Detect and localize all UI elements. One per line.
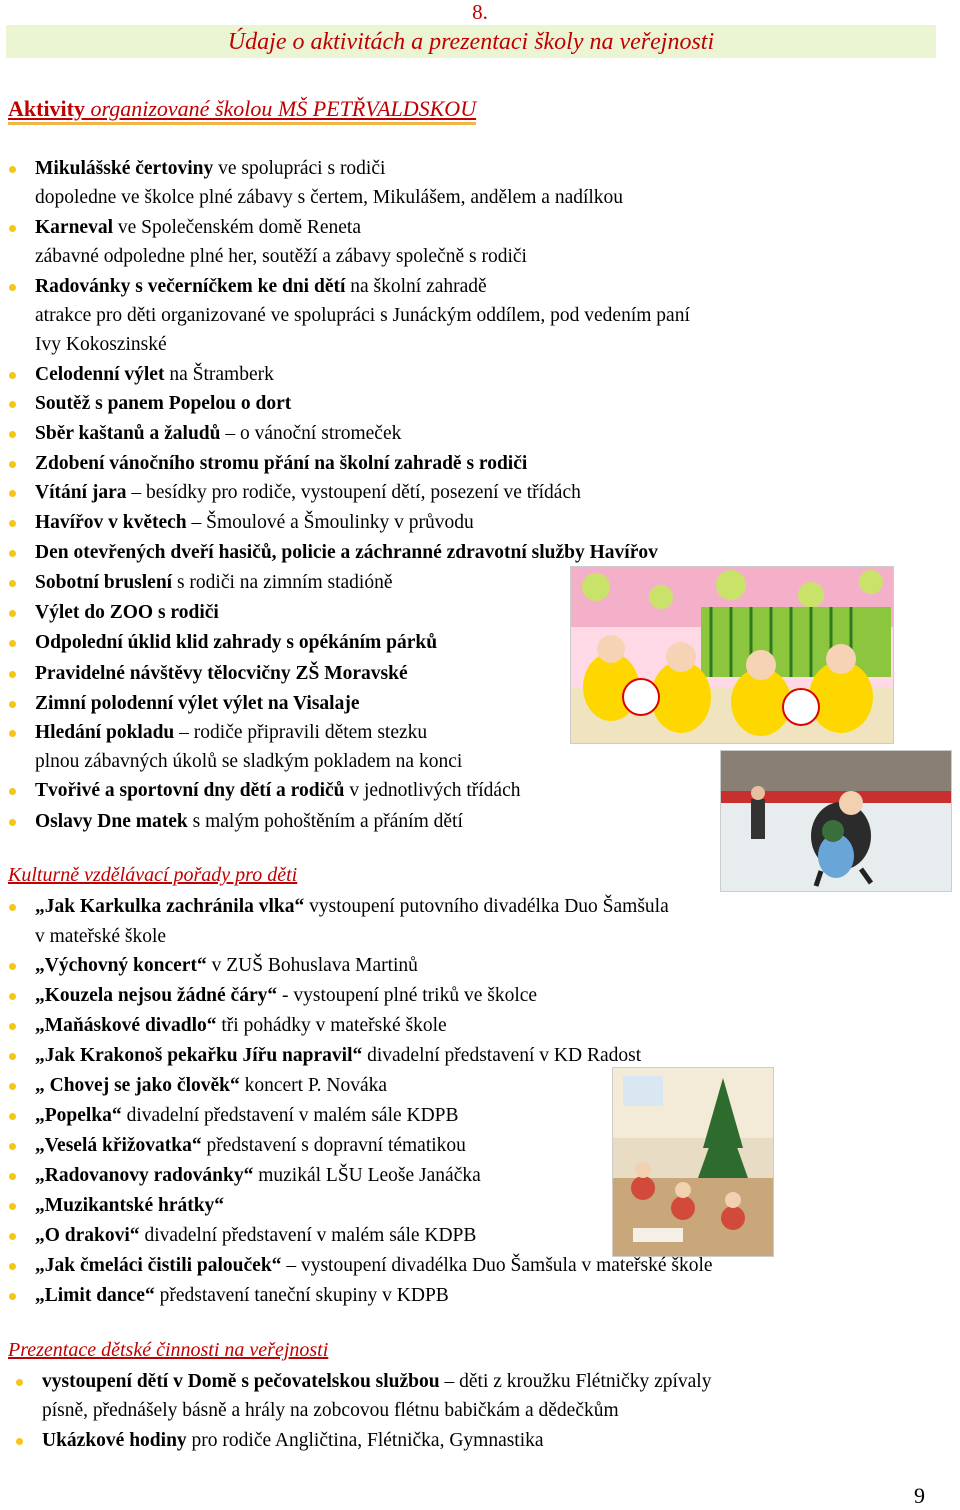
list-item-bold: „Výchovný koncert“: [35, 955, 207, 976]
list-item: [35, 363, 274, 387]
list-item-text: na školní zahradě: [345, 276, 487, 297]
list-item-text: – rodiče připravili dětem stezku: [174, 722, 428, 743]
photo-children-costumes-icon: [570, 566, 894, 744]
list-item-text: s rodiči na zimním stadióně: [172, 572, 393, 593]
list-item-bold: „Veselá křižovatka“: [35, 1135, 202, 1156]
list-item-text: divadelní představení v KD Radost: [362, 1045, 642, 1066]
list-item: [35, 275, 487, 299]
list-item: [35, 895, 669, 919]
list-item-continuation: [42, 1399, 619, 1423]
list-item: [35, 721, 427, 745]
section-heading-presentation: Prezentace dětské činnosti na veřejnosti: [8, 1339, 329, 1361]
list-item: [42, 1370, 711, 1394]
list-item-text: plnou zábavných úkolů se sladkým pokladem na konci: [35, 751, 463, 772]
list-item: [42, 1429, 544, 1453]
list-item-bold: Zimní polodenní výlet výlet na Visalaje: [35, 693, 360, 714]
list-item-text: – besídky pro rodiče, vystoupení dětí, posezení ve třídách: [126, 482, 581, 503]
list-item-text: divadelní představení v malém sále KDPB: [121, 1105, 459, 1126]
list-item-text: – vystoupení divadélka Duo Šamšula v mateřské škole: [281, 1255, 713, 1276]
list-item: [35, 1284, 449, 1308]
list-item-text: zábavné odpoledne plné her, soutěží a zábavy společně s rodiči: [35, 246, 527, 267]
list-item-text: ve spolupráci s rodiči: [213, 158, 386, 179]
list-item-text: v mateřské škole: [35, 926, 167, 947]
list-item: [35, 1074, 387, 1098]
list-item-bold: Ukázkové hodiny: [42, 1430, 187, 1451]
list-item: [35, 541, 658, 565]
list-item-text: divadelní představení v malém sále KDPB: [139, 1225, 477, 1246]
list-item: [35, 157, 385, 181]
list-item-text: v jednotlivých třídách: [344, 780, 521, 801]
list-item: [35, 954, 418, 978]
page-number-top: 8.: [472, 0, 488, 24]
list-item-bold: „Radovanovy radovánky“: [35, 1165, 254, 1186]
list-item-bold: „Maňáskové divadlo“: [35, 1015, 217, 1036]
page-number-bottom: 9: [914, 1483, 925, 1508]
list-item-bold: „Jak čmeláci čistili palouček“: [35, 1255, 282, 1276]
list-item-bold: „Popelka“: [35, 1105, 122, 1126]
list-item-bold: Oslavy Dne matek: [35, 811, 188, 832]
heading-plain: Aktivity: [8, 96, 91, 121]
list-item-bold: „Jak Krakonoš pekařku Jířu napravil“: [35, 1045, 363, 1066]
list-item-text: písně, přednášely básně a hrály na zobcovou flétnu babičkám a dědečkům: [42, 1400, 619, 1421]
list-item-bold: Sběr kaštanů a žaludů: [35, 423, 221, 444]
section-heading-cultural: Kulturně vzdělávací pořady pro děti: [8, 864, 298, 886]
page-title: Údaje o aktivitách a prezentaci školy na veřejnosti: [227, 29, 715, 55]
list-item-text: v ZUŠ Bohuslava Martinů: [206, 955, 418, 976]
list-item: [35, 779, 521, 803]
list-item: [35, 1044, 641, 1068]
list-item-text: ve Společenském domě Reneta: [113, 217, 362, 238]
list-item-text: koncert P. Nováka: [239, 1075, 388, 1096]
list-item-bold: Celodenní výlet: [35, 364, 165, 385]
list-item-text: – o vánoční stromeček: [220, 423, 402, 444]
list-item: [35, 216, 361, 240]
list-item: [35, 1014, 447, 1038]
list-item: [35, 571, 393, 595]
list-item-text: představení taneční skupiny v KDPB: [154, 1285, 449, 1306]
list-item: [35, 452, 527, 476]
list-item-text: Ivy Kokoszinské: [35, 334, 167, 355]
list-item-bold: Soutěž s panem Popelou o dort: [35, 393, 292, 414]
list-item: [35, 481, 581, 505]
list-item-text: pro rodiče Angličtina, Flétnička, Gymnastika: [186, 1430, 544, 1451]
list-item-bold: Radovánky s večerníčkem ke dni dětí: [35, 276, 346, 297]
list-item: [35, 631, 437, 655]
list-item-bold: Den otevřených dveří hasičů, policie a záchranné zdravotní služby Havířov: [35, 542, 658, 563]
list-item: [35, 1224, 476, 1248]
list-item-bold: „Limit dance“: [35, 1285, 155, 1306]
list-item: [35, 422, 401, 446]
list-item: [35, 511, 474, 535]
list-item-text: – děti z kroužku Flétničky zpívaly: [439, 1371, 712, 1392]
list-item-bold: vystoupení dětí v Domě s pečovatelskou službou: [42, 1371, 440, 1392]
list-item-bold: Tvořivé a sportovní dny dětí a rodičů: [35, 780, 345, 801]
list-item-text: atrakce pro děti organizované ve spolupráci s Junáckým oddílem, pod vedením paní: [35, 305, 690, 326]
list-item-continuation: [35, 750, 462, 774]
list-item-bold: „Kouzela nejsou žádné čáry“: [35, 985, 278, 1006]
list-item-text: – Šmoulové a Šmoulinky v průvodu: [186, 512, 474, 533]
list-item: [35, 810, 463, 834]
list-item-text: s malým pohoštěním a přáním dětí: [187, 811, 463, 832]
list-item-bold: Odpolední úklid klid zahrady s opékáním párků: [35, 632, 438, 653]
list-item-continuation: [35, 925, 166, 949]
list-item: [35, 662, 408, 686]
list-item: [35, 601, 219, 625]
list-item-bold: Mikulášské čertoviny: [35, 158, 214, 179]
list-item-text: dopoledne ve školce plné zábavy s čertem, Mikulášem, andělem a nadílkou: [35, 187, 624, 208]
list-item-text: tři pohádky v mateřské škole: [216, 1015, 447, 1036]
list-item-continuation: [35, 186, 623, 210]
list-item: [35, 1164, 481, 1188]
list-item-bold: Karneval: [35, 217, 113, 238]
section-heading-activities: [8, 96, 476, 125]
list-item-bold: „Muzikantské hrátky“: [35, 1195, 225, 1216]
list-item: [35, 1104, 459, 1128]
list-item-bold: Sobotní bruslení: [35, 572, 173, 593]
list-item-continuation: [35, 245, 527, 269]
list-item-text: vystoupení putovního divadélka Duo Šamšula: [304, 896, 669, 917]
list-item-bold: „Jak Karkulka zachránila vlka“: [35, 896, 305, 917]
list-item-bold: „O drakovi“: [35, 1225, 140, 1246]
list-item-bold: „ Chovej se jako člověk“: [35, 1075, 240, 1096]
list-item-bold: Pravidelné návštěvy tělocvičny ZŠ Moravské: [35, 663, 408, 684]
photo-classroom-christmas-icon: [612, 1067, 774, 1257]
list-item-text: představení s dopravní tématikou: [201, 1135, 466, 1156]
list-item-bold: Zdobení vánočního stromu přání na školní zahradě s rodiči: [35, 453, 528, 474]
list-item: [35, 1194, 224, 1218]
list-item-bold: Hledání pokladu: [35, 722, 175, 743]
heading-italic: organizované školou MŠ PETŘVALDSKOU: [90, 96, 477, 121]
list-item-bold: Vítání jara: [35, 482, 127, 503]
list-item-text: na Štramberk: [164, 364, 274, 385]
list-item: [35, 1254, 713, 1278]
list-item-bold: Havířov v květech: [35, 512, 187, 533]
list-item: [35, 984, 537, 1008]
photo-ice-skating-icon: [720, 750, 952, 892]
list-item-continuation: [35, 304, 690, 328]
list-item: [35, 1134, 466, 1158]
list-item-bold: Výlet do ZOO s rodiči: [35, 602, 219, 623]
list-item: [35, 692, 359, 716]
list-item-text: - vystoupení plné triků ve školce: [277, 985, 538, 1006]
list-item: [35, 392, 291, 416]
list-item-text: muzikál LŠU Leoše Janáčka: [253, 1165, 481, 1186]
list-item-continuation: [35, 333, 167, 357]
